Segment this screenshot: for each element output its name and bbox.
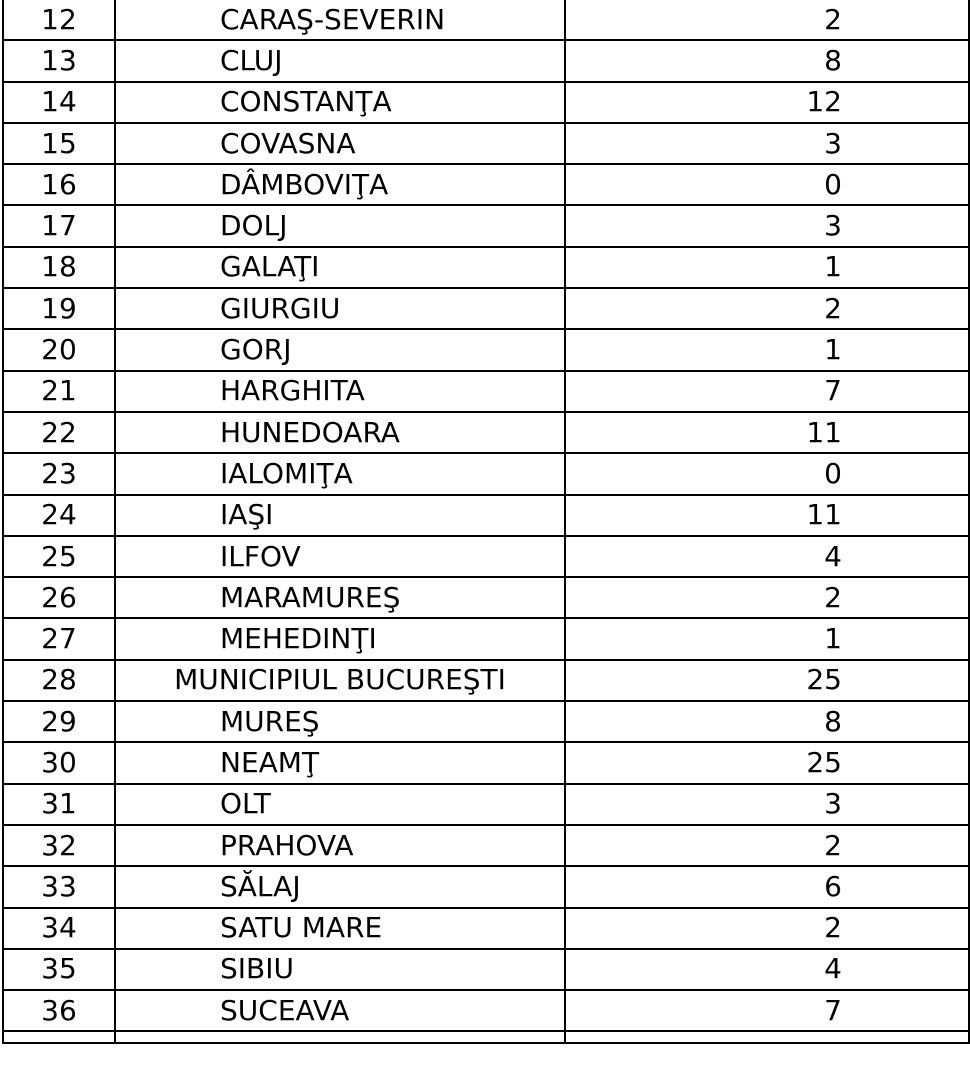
row-number-cell: 19 (3, 288, 115, 329)
table-row (3, 288, 969, 329)
count-cell: 1 (565, 329, 969, 370)
count-cell: 11 (565, 412, 969, 453)
count-cell: 4 (565, 949, 969, 990)
table-row (3, 742, 969, 783)
table-row (3, 990, 969, 1031)
row-number-cell: 22 (3, 412, 115, 453)
count-cell: 2 (565, 908, 969, 949)
row-number-cell: 32 (3, 825, 115, 866)
row-number-cell: 28 (3, 660, 115, 701)
row-number-cell: 15 (3, 123, 115, 164)
row-number-cell: 17 (3, 205, 115, 246)
row-number-cell: 27 (3, 618, 115, 659)
county-name-cell: DOLJ (115, 205, 565, 246)
count-cell: 0 (565, 164, 969, 205)
table-body (3, 0, 969, 1043)
county-name-cell: HUNEDOARA (115, 412, 565, 453)
county-name-cell: SATU MARE (115, 908, 565, 949)
count-cell: 1 (565, 247, 969, 288)
table-row (3, 825, 969, 866)
table-row (3, 660, 969, 701)
row-number-cell: 14 (3, 82, 115, 123)
county-name-cell: IALOMIŢA (115, 453, 565, 494)
count-cell: 4 (565, 536, 969, 577)
row-number-cell: 29 (3, 701, 115, 742)
table-row (3, 618, 969, 659)
county-name-cell: PRAHOVA (115, 825, 565, 866)
table-row (3, 866, 969, 907)
county-name-cell: MUNICIPIUL BUCUREŞTI (115, 660, 565, 701)
county-name-cell: SIBIU (115, 949, 565, 990)
empty-cell (115, 1031, 565, 1043)
row-number-cell: 26 (3, 577, 115, 618)
table-row (3, 123, 969, 164)
table-row (3, 329, 969, 370)
count-cell: 3 (565, 205, 969, 246)
count-cell: 2 (565, 577, 969, 618)
table-row (3, 82, 969, 123)
empty-cell (3, 1031, 115, 1043)
table-row (3, 495, 969, 536)
count-cell: 7 (565, 990, 969, 1031)
row-number-cell: 24 (3, 495, 115, 536)
count-cell: 1 (565, 618, 969, 659)
row-number-cell: 30 (3, 742, 115, 783)
county-name-cell: SĂLAJ (115, 866, 565, 907)
table-row (3, 371, 969, 412)
table-row (3, 0, 969, 40)
county-name-cell: CLUJ (115, 40, 565, 81)
table-row (3, 164, 969, 205)
county-name-cell: OLT (115, 784, 565, 825)
empty-cell (565, 1031, 969, 1043)
county-name-cell: ILFOV (115, 536, 565, 577)
count-cell: 8 (565, 701, 969, 742)
count-cell: 7 (565, 371, 969, 412)
count-cell: 2 (565, 288, 969, 329)
county-name-cell: NEAMŢ (115, 742, 565, 783)
row-number-cell: 31 (3, 784, 115, 825)
table-row (3, 536, 969, 577)
county-name-cell: COVASNA (115, 123, 565, 164)
row-number-cell: 20 (3, 329, 115, 370)
row-number-cell: 18 (3, 247, 115, 288)
table-row (3, 908, 969, 949)
county-name-cell: DÂMBOVIŢA (115, 164, 565, 205)
count-cell: 3 (565, 784, 969, 825)
count-cell: 8 (565, 40, 969, 81)
count-cell: 2 (565, 0, 969, 40)
table-row (3, 205, 969, 246)
county-name-cell: CARAŞ-SEVERIN (115, 0, 565, 40)
county-name-cell: GALAŢI (115, 247, 565, 288)
row-number-cell: 25 (3, 536, 115, 577)
count-cell: 0 (565, 453, 969, 494)
row-number-cell: 23 (3, 453, 115, 494)
county-name-cell: MARAMUREŞ (115, 577, 565, 618)
county-name-cell: GORJ (115, 329, 565, 370)
table-row (3, 453, 969, 494)
county-name-cell: SUCEAVA (115, 990, 565, 1031)
table-row (3, 412, 969, 453)
county-name-cell: GIURGIU (115, 288, 565, 329)
count-cell: 6 (565, 866, 969, 907)
count-cell: 3 (565, 123, 969, 164)
table-row (3, 247, 969, 288)
count-cell: 11 (565, 495, 969, 536)
row-number-cell: 16 (3, 164, 115, 205)
row-number-cell: 33 (3, 866, 115, 907)
table-row (3, 949, 969, 990)
row-number-cell: 34 (3, 908, 115, 949)
row-number-cell: 35 (3, 949, 115, 990)
county-name-cell: MUREŞ (115, 701, 565, 742)
row-number-cell: 21 (3, 371, 115, 412)
table-row (3, 784, 969, 825)
county-table (2, 0, 970, 1044)
county-name-cell: HARGHITA (115, 371, 565, 412)
count-cell: 2 (565, 825, 969, 866)
county-name-cell: CONSTANŢA (115, 82, 565, 123)
table-row (3, 40, 969, 81)
table-row-partial (3, 1031, 969, 1043)
table-row (3, 577, 969, 618)
row-number-cell: 12 (3, 0, 115, 40)
county-name-cell: IAŞI (115, 495, 565, 536)
row-number-cell: 13 (3, 40, 115, 81)
county-name-cell: MEHEDINŢI (115, 618, 565, 659)
count-cell: 25 (565, 660, 969, 701)
table-row (3, 701, 969, 742)
count-cell: 12 (565, 82, 969, 123)
row-number-cell: 36 (3, 990, 115, 1031)
count-cell: 25 (565, 742, 969, 783)
